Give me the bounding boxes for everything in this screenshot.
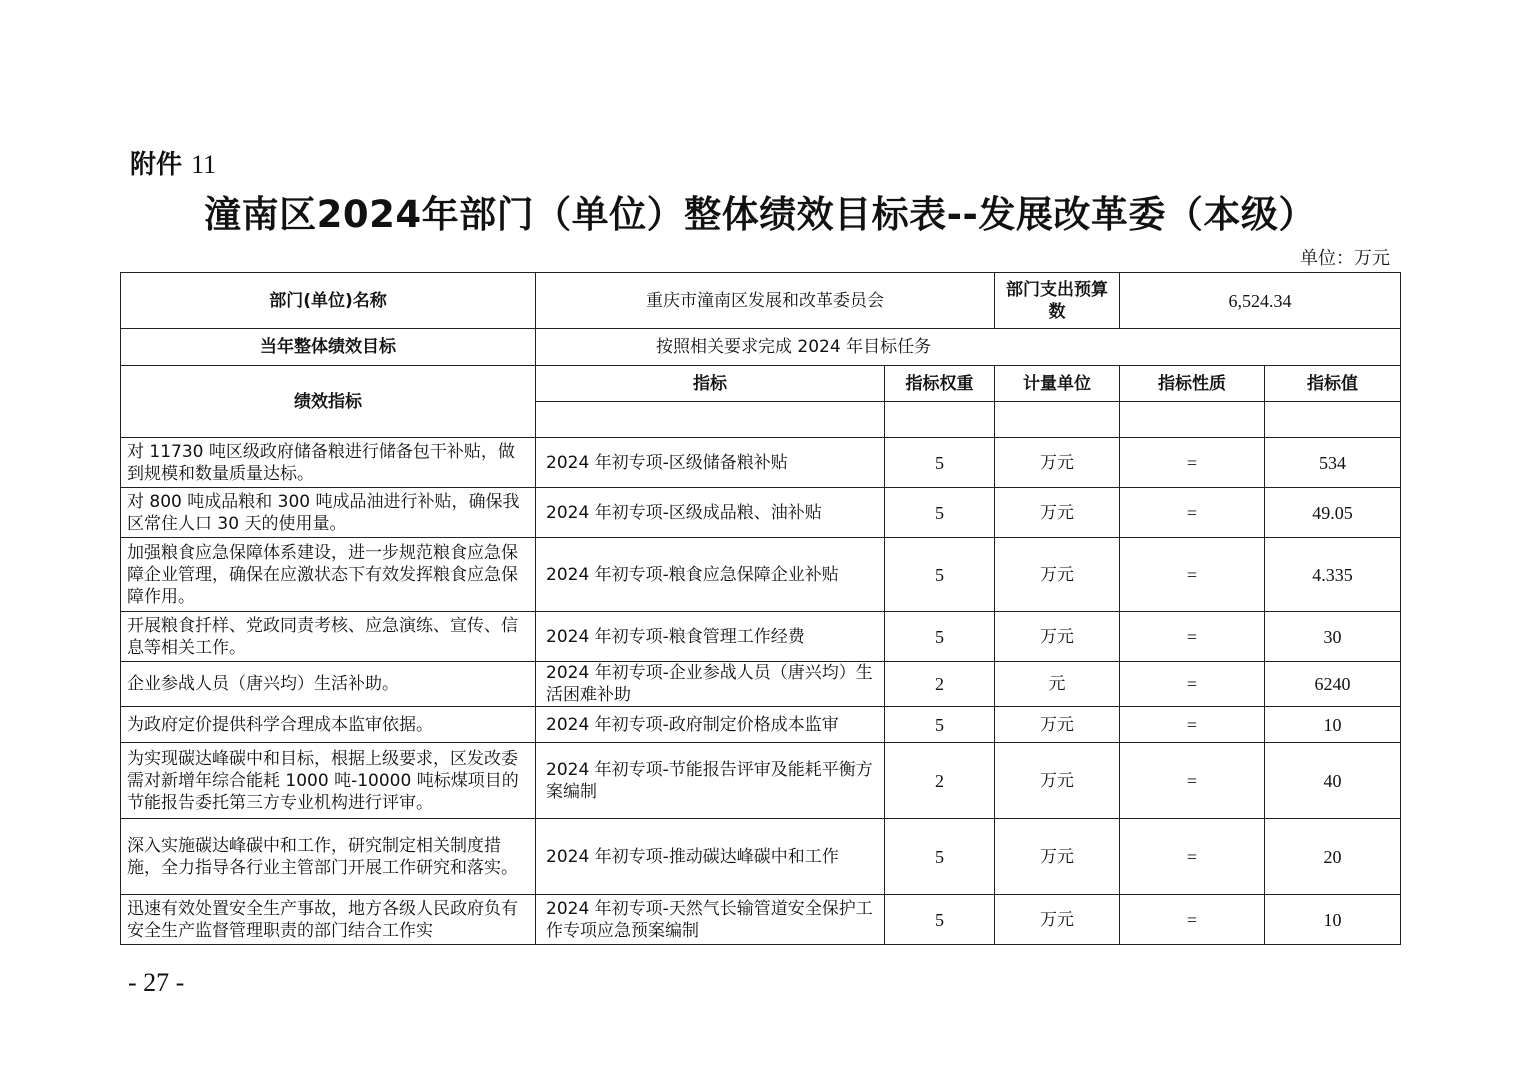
dept-name-label: 部门(单位)名称 xyxy=(121,273,536,329)
row-unit: 万元 xyxy=(995,488,1120,538)
table-row xyxy=(121,438,1401,488)
goal-value: 按照相关要求完成 2024 年目标任务 xyxy=(536,329,1401,366)
header-value: 指标值 xyxy=(1265,366,1401,402)
row-weight: 5 xyxy=(885,707,995,743)
row-unit: 万元 xyxy=(995,438,1120,488)
row-weight: 5 xyxy=(885,538,995,612)
budget-label: 部门支出预算数 xyxy=(995,273,1120,329)
header-measure-unit: 计量单位 xyxy=(995,366,1120,402)
row-unit: 万元 xyxy=(995,743,1120,819)
row-nature: = xyxy=(1120,538,1265,612)
blank-cell xyxy=(536,402,885,438)
header-indicator: 指标 xyxy=(536,366,885,402)
page-number: - 27 - xyxy=(128,968,185,997)
table-row xyxy=(121,743,1401,819)
attachment-number: 11 xyxy=(191,150,217,179)
row-unit: 万元 xyxy=(995,538,1120,612)
row-description: 深入实施碳达峰碳中和工作，研究制定相关制度措施，全力指导各行业主管部门开展工作研究和落实。 xyxy=(121,819,536,895)
row-indicator: 2024 年初专项-区级储备粮补贴 xyxy=(536,438,885,488)
attachment-label-text: 附件 xyxy=(130,150,183,180)
row-value: 6240 xyxy=(1265,662,1401,707)
header-row xyxy=(121,366,1401,402)
table-row xyxy=(121,488,1401,538)
goal-label: 当年整体绩效目标 xyxy=(121,329,536,366)
row-nature: = xyxy=(1120,612,1265,662)
row-value: 534 xyxy=(1265,438,1401,488)
row-unit: 元 xyxy=(995,662,1120,707)
row-unit: 万元 xyxy=(995,707,1120,743)
row-value: 20 xyxy=(1265,819,1401,895)
row-nature: = xyxy=(1120,662,1265,707)
row-weight: 5 xyxy=(885,819,995,895)
row-nature: = xyxy=(1120,488,1265,538)
row-value: 4.335 xyxy=(1265,538,1401,612)
table-row xyxy=(121,895,1401,945)
budget-value: 6,524.34 xyxy=(1120,273,1401,329)
row-weight: 5 xyxy=(885,895,995,945)
row-indicator: 2024 年初专项-节能报告评审及能耗平衡方案编制 xyxy=(536,743,885,819)
row-unit: 万元 xyxy=(995,612,1120,662)
performance-target-table xyxy=(120,272,1401,945)
table-row xyxy=(121,612,1401,662)
goal-row xyxy=(121,329,1401,366)
blank-cell xyxy=(995,402,1120,438)
row-unit: 万元 xyxy=(995,895,1120,945)
blank-cell xyxy=(1265,402,1401,438)
row-description: 为政府定价提供科学合理成本监审依据。 xyxy=(121,707,536,743)
row-description: 为实现碳达峰碳中和目标，根据上级要求，区发改委需对新增年综合能耗 1000 吨-10000 吨标煤项目的节能报告委托第三方专业机构进行评审。 xyxy=(121,743,536,819)
dept-row xyxy=(121,273,1401,329)
header-weight: 指标权重 xyxy=(885,366,995,402)
row-value: 30 xyxy=(1265,612,1401,662)
row-weight: 2 xyxy=(885,662,995,707)
indicator-section-label: 绩效指标 xyxy=(121,366,536,438)
row-description: 企业参战人员（唐兴均）生活补助。 xyxy=(121,662,536,707)
table-row xyxy=(121,538,1401,612)
table-row xyxy=(121,662,1401,707)
row-indicator: 2024 年初专项-天然气长输管道安全保护工作专项应急预案编制 xyxy=(536,895,885,945)
row-weight: 2 xyxy=(885,743,995,819)
row-description: 加强粮食应急保障体系建设，进一步规范粮食应急保障企业管理，确保在应激状态下有效发挥粮食应急保障作用。 xyxy=(121,538,536,612)
blank-cell xyxy=(1120,402,1265,438)
row-weight: 5 xyxy=(885,488,995,538)
row-description: 迅速有效处置安全生产事故，地方各级人民政府负有安全生产监督管理职责的部门结合工作实 xyxy=(121,895,536,945)
row-indicator: 2024 年初专项-粮食应急保障企业补贴 xyxy=(536,538,885,612)
row-indicator: 2024 年初专项-区级成品粮、油补贴 xyxy=(536,488,885,538)
row-indicator: 2024 年初专项-企业参战人员（唐兴均）生活困难补助 xyxy=(536,662,885,707)
row-weight: 5 xyxy=(885,612,995,662)
row-nature: = xyxy=(1120,438,1265,488)
row-value: 40 xyxy=(1265,743,1401,819)
dept-name-value: 重庆市潼南区发展和改革委员会 xyxy=(536,273,995,329)
row-unit: 万元 xyxy=(995,819,1120,895)
row-value: 10 xyxy=(1265,707,1401,743)
row-value: 49.05 xyxy=(1265,488,1401,538)
attachment-label xyxy=(130,144,216,181)
row-nature: = xyxy=(1120,743,1265,819)
unit-note: 单位：万元 xyxy=(1300,248,1390,269)
row-description: 对 11730 吨区级政府储备粮进行储备包干补贴，做到规模和数量质量达标。 xyxy=(121,438,536,488)
header-nature: 指标性质 xyxy=(1120,366,1265,402)
row-description: 对 800 吨成品粮和 300 吨成品油进行补贴，确保我区常住人口 30 天的使用量。 xyxy=(121,488,536,538)
row-nature: = xyxy=(1120,707,1265,743)
table-row xyxy=(121,819,1401,895)
row-indicator: 2024 年初专项-政府制定价格成本监审 xyxy=(536,707,885,743)
row-nature: = xyxy=(1120,819,1265,895)
row-value: 10 xyxy=(1265,895,1401,945)
table-row xyxy=(121,707,1401,743)
row-description: 开展粮食扦样、党政同责考核、应急演练、宣传、信息等相关工作。 xyxy=(121,612,536,662)
row-weight: 5 xyxy=(885,438,995,488)
row-indicator: 2024 年初专项-粮食管理工作经费 xyxy=(536,612,885,662)
blank-cell xyxy=(885,402,995,438)
row-indicator: 2024 年初专项-推动碳达峰碳中和工作 xyxy=(536,819,885,895)
page-title: 潼南区2024年部门（单位）整体绩效目标表--发展改革委（本级） xyxy=(204,193,1316,236)
row-nature: = xyxy=(1120,895,1265,945)
